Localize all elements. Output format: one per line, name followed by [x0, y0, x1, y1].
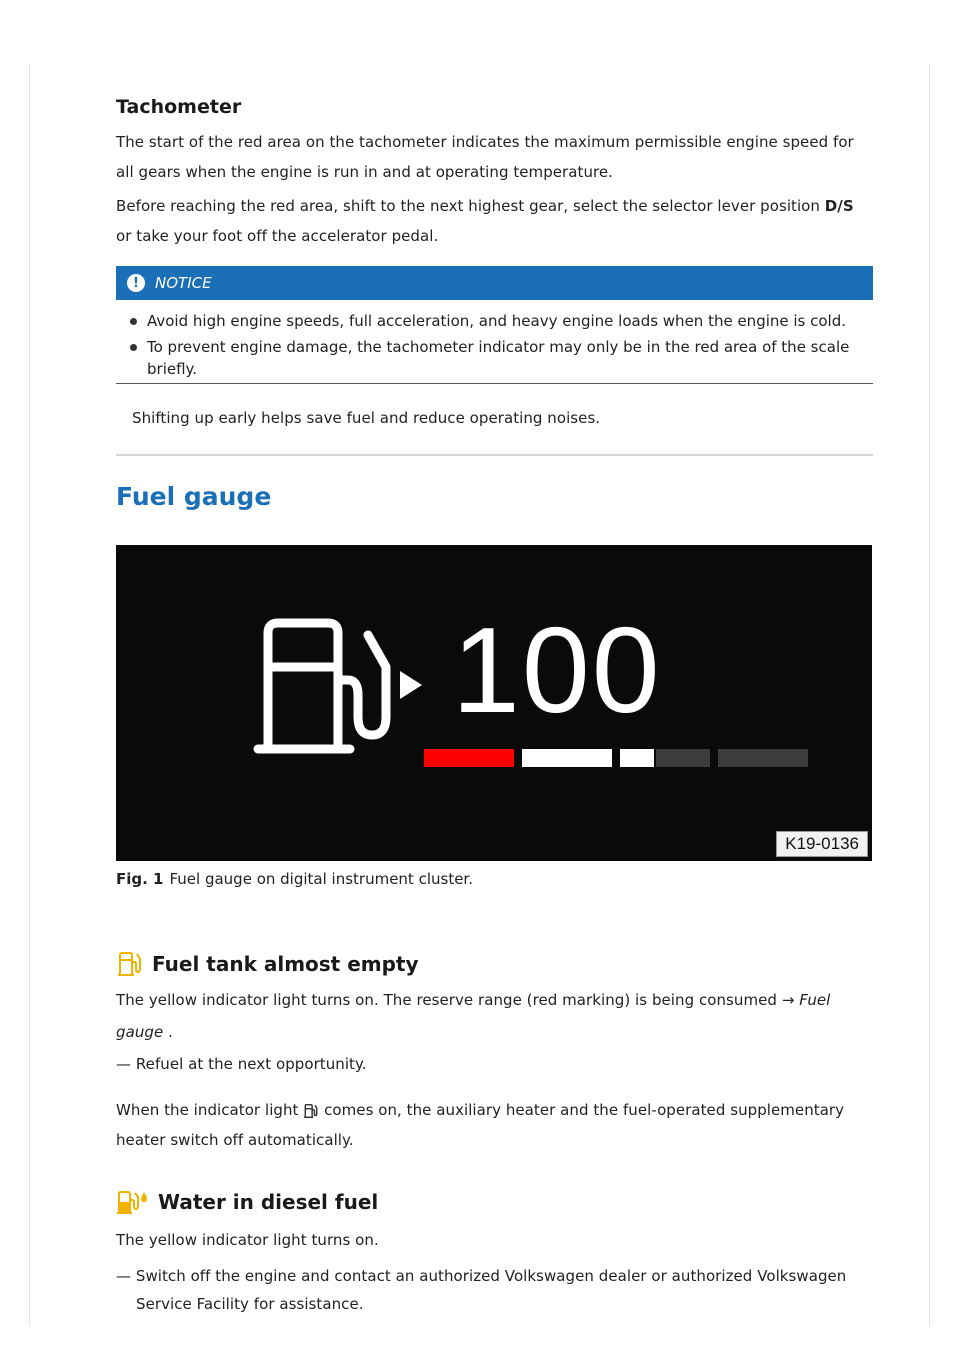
notice-bullet-text: To prevent engine damage, the tachometer indicator may only be in the red area of the scale briefly.	[147, 338, 850, 378]
water-diesel-para: The yellow indicator light turns on.	[116, 1231, 379, 1249]
fuel-pump-icon	[303, 1102, 319, 1120]
figure-caption-text: Fuel gauge on digital instrument cluster.	[169, 870, 473, 888]
tachometer-heading: Tachometer	[116, 96, 242, 118]
notice-bullet-text: Avoid high engine speeds, full acceleration, and heavy engine loads when the engine is cold.	[147, 312, 847, 330]
fuel-empty-para1-end: .	[163, 1023, 173, 1041]
tachometer-para2-line1	[116, 190, 872, 222]
fuel-gauge-link[interactable]: → Fuel gauge	[116, 991, 831, 1041]
fuel-empty-para2-rest: comes on, the auxiliary heater and the fuel-operated supplementary	[319, 1101, 845, 1119]
notice-title: NOTICE	[155, 274, 212, 292]
figure-label: Fig. 1	[116, 870, 164, 888]
fuel-empty-para2-text: When the indicator light	[116, 1101, 304, 1119]
fuel-level-segment	[656, 749, 710, 767]
fuel-empty-para1-line1	[116, 984, 872, 1048]
selector-position-label: D/S	[824, 197, 854, 215]
fuel-level-segment	[424, 749, 514, 767]
fuel-empty-heading	[116, 950, 419, 978]
fuel-level-segment	[620, 749, 654, 767]
water-diesel-step-line1: — Switch off the engine and contact an authorized Volkswagen dealer or authorized Volkswagen	[116, 1267, 847, 1285]
fuel-empty-para2-line2: heater switch off automatically.	[116, 1131, 354, 1149]
notice-tip: Shifting up early helps save fuel and reduce operating noises.	[132, 409, 601, 427]
figure-code: K19-0136	[776, 831, 868, 857]
water-diesel-step-line2: Service Facility for assistance.	[136, 1295, 364, 1313]
fuel-level-segment	[718, 749, 808, 767]
notice-header	[116, 266, 873, 300]
notice-divider	[116, 383, 873, 384]
fuel-pump-icon	[116, 950, 144, 978]
bullet-dot	[130, 318, 137, 325]
page-left-rule	[29, 64, 30, 1326]
notice-bullet	[130, 336, 870, 380]
section-divider	[116, 454, 873, 456]
notice-bullet	[130, 310, 870, 332]
water-diesel-title: Water in diesel fuel	[158, 1190, 379, 1214]
fuel-pump-icon	[258, 623, 386, 749]
tachometer-para1-line1: The start of the red area on the tachometer indicates the maximum permissible engine speed for	[116, 133, 854, 151]
pointer-triangle	[400, 671, 422, 699]
figure-caption	[116, 870, 473, 888]
fuel-empty-para1-text: The yellow indicator light turns on. The reserve range (red marking) is being consumed	[116, 991, 782, 1009]
fuel-empty-para2-line1	[116, 1094, 872, 1126]
fuel-gauge-figure	[116, 545, 872, 861]
tachometer-para2-line2: or take your foot off the accelerator pedal.	[116, 227, 439, 245]
exclamation-icon: !	[127, 274, 145, 292]
fuel-gauge-heading: Fuel gauge	[116, 482, 272, 511]
fuel-empty-title: Fuel tank almost empty	[152, 952, 419, 976]
tachometer-para2-text: Before reaching the red area, shift to the next highest gear, select the selector lever position	[116, 197, 825, 215]
fuel-level-segment	[522, 749, 612, 767]
page-right-rule	[929, 64, 930, 1326]
water-diesel-heading	[116, 1188, 378, 1216]
fuel-empty-step: — Refuel at the next opportunity.	[116, 1055, 367, 1073]
tachometer-para1-line2: all gears when the engine is run in and at operating temperature.	[116, 163, 613, 181]
water-in-fuel-icon	[116, 1188, 150, 1216]
fuel-range-value: 100	[452, 602, 662, 738]
bullet-dot	[130, 344, 137, 351]
